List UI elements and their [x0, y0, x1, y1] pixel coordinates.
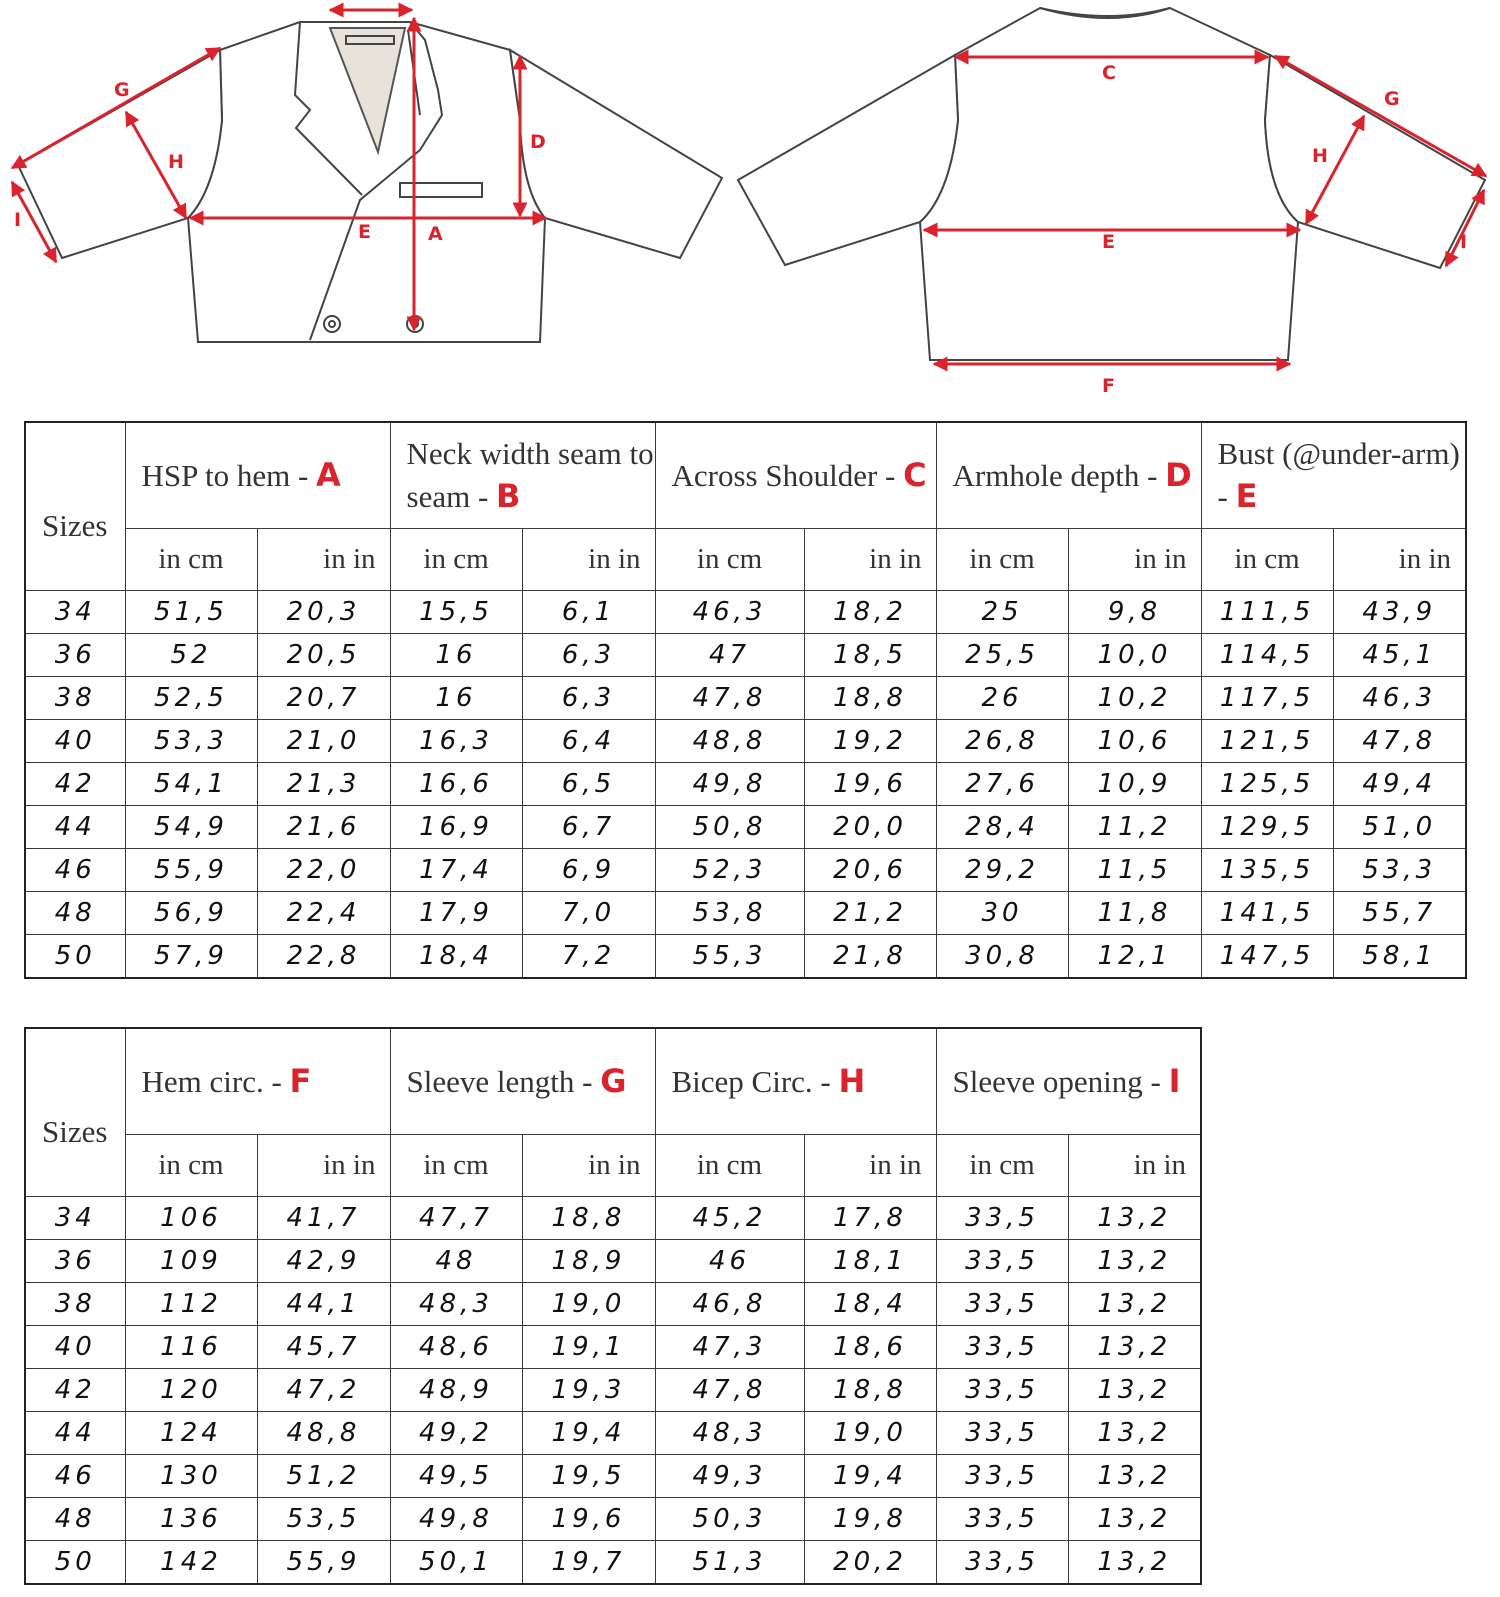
value-cell: 52 [125, 633, 257, 676]
value-cell: 112 [125, 1282, 257, 1325]
size-cell: 40 [25, 1325, 125, 1368]
table-row [25, 1411, 1201, 1454]
value-cell: 21,3 [257, 762, 390, 805]
value-cell: 12,1 [1068, 934, 1201, 978]
value-cell: 21,8 [804, 934, 936, 978]
table-row [25, 1497, 1201, 1540]
value-cell: 58,1 [1333, 934, 1466, 978]
value-cell: 6,5 [522, 762, 655, 805]
value-cell: 129,5 [1201, 805, 1333, 848]
table-row [25, 1325, 1201, 1368]
value-cell: 17,8 [804, 1196, 936, 1239]
unit-row [25, 528, 1466, 590]
back-label-h: H [1312, 145, 1328, 167]
value-cell: 55,9 [257, 1540, 390, 1584]
value-cell: 48,6 [390, 1325, 522, 1368]
value-cell: 7,2 [522, 934, 655, 978]
column-header-h: Bicep Circ. - H [655, 1028, 936, 1134]
value-cell: 53,3 [1333, 848, 1466, 891]
table-row [25, 762, 1466, 805]
value-cell: 142 [125, 1540, 257, 1584]
value-cell: 19,7 [522, 1540, 655, 1584]
value-cell: 16 [390, 676, 522, 719]
sizes-header: Sizes [25, 422, 125, 590]
value-cell: 48 [390, 1239, 522, 1282]
value-cell: 9,8 [1068, 590, 1201, 633]
value-cell: 25,5 [936, 633, 1068, 676]
size-cell: 44 [25, 1411, 125, 1454]
unit-in: in in [1068, 528, 1201, 590]
value-cell: 18,4 [390, 934, 522, 978]
value-cell: 13,2 [1068, 1282, 1201, 1325]
value-cell: 17,4 [390, 848, 522, 891]
value-cell: 29,2 [936, 848, 1068, 891]
value-cell: 13,2 [1068, 1540, 1201, 1584]
value-cell: 52,5 [125, 676, 257, 719]
value-cell: 13,2 [1068, 1497, 1201, 1540]
value-cell: 10,2 [1068, 676, 1201, 719]
table-row [25, 1239, 1201, 1282]
size-cell: 42 [25, 1368, 125, 1411]
value-cell: 13,2 [1068, 1325, 1201, 1368]
unit-cm: in cm [655, 528, 804, 590]
value-cell: 120 [125, 1368, 257, 1411]
table-row [25, 1368, 1201, 1411]
back-label-i: I [1460, 231, 1468, 253]
value-cell: 141,5 [1201, 891, 1333, 934]
column-header-c: Across Shoulder - C [655, 422, 936, 528]
size-cell: 34 [25, 1196, 125, 1239]
table-row [25, 719, 1466, 762]
value-cell: 117,5 [1201, 676, 1333, 719]
column-header-g: Sleeve length - G [390, 1028, 655, 1134]
value-cell: 33,5 [936, 1454, 1068, 1497]
table-row [25, 805, 1466, 848]
unit-in: in in [1333, 528, 1466, 590]
value-cell: 45,1 [1333, 633, 1466, 676]
size-cell: 42 [25, 762, 125, 805]
value-cell: 10,9 [1068, 762, 1201, 805]
value-cell: 54,1 [125, 762, 257, 805]
value-cell: 26,8 [936, 719, 1068, 762]
value-cell: 46,8 [655, 1282, 804, 1325]
value-cell: 19,0 [804, 1411, 936, 1454]
value-cell: 13,2 [1068, 1411, 1201, 1454]
value-cell: 13,2 [1068, 1239, 1201, 1282]
value-cell: 49,8 [655, 762, 804, 805]
value-cell: 20,6 [804, 848, 936, 891]
value-cell: 19,3 [522, 1368, 655, 1411]
table-row [25, 848, 1466, 891]
value-cell: 11,5 [1068, 848, 1201, 891]
value-cell: 21,6 [257, 805, 390, 848]
value-cell: 33,5 [936, 1239, 1068, 1282]
value-cell: 130 [125, 1454, 257, 1497]
value-cell: 17,9 [390, 891, 522, 934]
value-cell: 16,9 [390, 805, 522, 848]
value-cell: 48,9 [390, 1368, 522, 1411]
column-header-i: Sleeve opening - I [936, 1028, 1201, 1134]
unit-cm: in cm [390, 1134, 522, 1196]
back-label-f: F [1102, 375, 1115, 397]
back-label-g: G [1384, 88, 1400, 110]
value-cell: 114,5 [1201, 633, 1333, 676]
value-cell: 11,8 [1068, 891, 1201, 934]
value-cell: 19,4 [804, 1454, 936, 1497]
front-label-a: A [428, 223, 443, 245]
value-cell: 18,8 [522, 1196, 655, 1239]
table-row [25, 934, 1466, 978]
value-cell: 18,2 [804, 590, 936, 633]
size-cell: 36 [25, 633, 125, 676]
unit-in: in in [804, 1134, 936, 1196]
value-cell: 18,6 [804, 1325, 936, 1368]
value-cell: 22,8 [257, 934, 390, 978]
value-cell: 55,9 [125, 848, 257, 891]
back-label-e: E [1102, 231, 1115, 253]
value-cell: 48,8 [257, 1411, 390, 1454]
value-cell: 50,1 [390, 1540, 522, 1584]
value-cell: 49,5 [390, 1454, 522, 1497]
value-cell: 19,2 [804, 719, 936, 762]
value-cell: 27,6 [936, 762, 1068, 805]
column-header-a: HSP to hem - A [125, 422, 390, 528]
size-cell: 46 [25, 848, 125, 891]
front-label-e: E [358, 221, 371, 243]
unit-cm: in cm [655, 1134, 804, 1196]
value-cell: 55,3 [655, 934, 804, 978]
unit-in: in in [1068, 1134, 1201, 1196]
value-cell: 19,8 [804, 1497, 936, 1540]
value-cell: 6,3 [522, 676, 655, 719]
value-cell: 20,2 [804, 1540, 936, 1584]
size-cell: 48 [25, 891, 125, 934]
value-cell: 121,5 [1201, 719, 1333, 762]
column-header-b: Neck width seam to seam - B [390, 422, 655, 528]
value-cell: 21,2 [804, 891, 936, 934]
table-row [25, 633, 1466, 676]
value-cell: 135,5 [1201, 848, 1333, 891]
value-cell: 13,2 [1068, 1196, 1201, 1239]
value-cell: 49,3 [655, 1454, 804, 1497]
value-cell: 56,9 [125, 891, 257, 934]
value-cell: 6,9 [522, 848, 655, 891]
unit-cm: in cm [125, 528, 257, 590]
column-header-f: Hem circ. - F [125, 1028, 390, 1134]
size-cell: 36 [25, 1239, 125, 1282]
value-cell: 45,2 [655, 1196, 804, 1239]
value-cell: 18,9 [522, 1239, 655, 1282]
value-cell: 47,8 [1333, 719, 1466, 762]
value-cell: 125,5 [1201, 762, 1333, 805]
unit-cm: in cm [125, 1134, 257, 1196]
column-header-d: Armhole depth - D [936, 422, 1201, 528]
unit-in: in in [257, 1134, 390, 1196]
value-cell: 50,3 [655, 1497, 804, 1540]
value-cell: 48,3 [655, 1411, 804, 1454]
value-cell: 19,4 [522, 1411, 655, 1454]
value-cell: 47,7 [390, 1196, 522, 1239]
size-cell: 44 [25, 805, 125, 848]
value-cell: 51,0 [1333, 805, 1466, 848]
unit-cm: in cm [936, 1134, 1068, 1196]
value-cell: 57,9 [125, 934, 257, 978]
value-cell: 30 [936, 891, 1068, 934]
value-cell: 42,9 [257, 1239, 390, 1282]
unit-in: in in [522, 528, 655, 590]
value-cell: 52,3 [655, 848, 804, 891]
value-cell: 19,6 [522, 1497, 655, 1540]
unit-cm: in cm [390, 528, 522, 590]
value-cell: 19,1 [522, 1325, 655, 1368]
value-cell: 10,6 [1068, 719, 1201, 762]
value-cell: 48,8 [655, 719, 804, 762]
value-cell: 6,1 [522, 590, 655, 633]
unit-in: in in [257, 528, 390, 590]
value-cell: 13,2 [1068, 1368, 1201, 1411]
value-cell: 55,7 [1333, 891, 1466, 934]
value-cell: 53,8 [655, 891, 804, 934]
value-cell: 19,6 [804, 762, 936, 805]
value-cell: 20,0 [804, 805, 936, 848]
value-cell: 46 [655, 1239, 804, 1282]
value-cell: 47,8 [655, 1368, 804, 1411]
value-cell: 30,8 [936, 934, 1068, 978]
value-cell: 147,5 [1201, 934, 1333, 978]
size-table-2 [24, 1027, 1202, 1585]
value-cell: 124 [125, 1411, 257, 1454]
value-cell: 18,8 [804, 1368, 936, 1411]
value-cell: 116 [125, 1325, 257, 1368]
value-cell: 48,3 [390, 1282, 522, 1325]
front-label-i: I [14, 209, 22, 231]
size-table-1 [24, 421, 1467, 979]
table-row [25, 676, 1466, 719]
unit-in: in in [522, 1134, 655, 1196]
unit-cm: in cm [936, 528, 1068, 590]
value-cell: 11,2 [1068, 805, 1201, 848]
sizes-header: Sizes [25, 1028, 125, 1196]
table-row [25, 590, 1466, 633]
size-cell: 38 [25, 1282, 125, 1325]
table-row [25, 891, 1466, 934]
value-cell: 106 [125, 1196, 257, 1239]
value-cell: 6,3 [522, 633, 655, 676]
size-cell: 46 [25, 1454, 125, 1497]
unit-row [25, 1134, 1201, 1196]
value-cell: 49,8 [390, 1497, 522, 1540]
value-cell: 33,5 [936, 1325, 1068, 1368]
front-label-h: H [168, 151, 184, 173]
value-cell: 21,0 [257, 719, 390, 762]
value-cell: 51,2 [257, 1454, 390, 1497]
value-cell: 50,8 [655, 805, 804, 848]
column-header-e: Bust (@under-arm) - E [1201, 422, 1466, 528]
value-cell: 22,0 [257, 848, 390, 891]
value-cell: 19,5 [522, 1454, 655, 1497]
value-cell: 25 [936, 590, 1068, 633]
value-cell: 49,2 [390, 1411, 522, 1454]
size-cell: 50 [25, 1540, 125, 1584]
value-cell: 49,4 [1333, 762, 1466, 805]
value-cell: 111,5 [1201, 590, 1333, 633]
value-cell: 28,4 [936, 805, 1068, 848]
size-cell: 50 [25, 934, 125, 978]
value-cell: 18,8 [804, 676, 936, 719]
value-cell: 19,0 [522, 1282, 655, 1325]
value-cell: 53,5 [257, 1497, 390, 1540]
size-cell: 48 [25, 1497, 125, 1540]
table-row [25, 1540, 1201, 1584]
value-cell: 43,9 [1333, 590, 1466, 633]
value-cell: 18,4 [804, 1282, 936, 1325]
measurement-diagram [0, 0, 1500, 410]
value-cell: 33,5 [936, 1368, 1068, 1411]
value-cell: 33,5 [936, 1282, 1068, 1325]
back-label-c: C [1102, 62, 1116, 84]
value-cell: 46,3 [655, 590, 804, 633]
value-cell: 33,5 [936, 1497, 1068, 1540]
size-cell: 40 [25, 719, 125, 762]
table-row [25, 1454, 1201, 1497]
value-cell: 33,5 [936, 1411, 1068, 1454]
value-cell: 6,7 [522, 805, 655, 848]
value-cell: 18,5 [804, 633, 936, 676]
value-cell: 6,4 [522, 719, 655, 762]
value-cell: 16,3 [390, 719, 522, 762]
value-cell: 18,1 [804, 1239, 936, 1282]
value-cell: 20,5 [257, 633, 390, 676]
value-cell: 46,3 [1333, 676, 1466, 719]
unit-in: in in [804, 528, 936, 590]
value-cell: 33,5 [936, 1196, 1068, 1239]
value-cell: 47,2 [257, 1368, 390, 1411]
value-cell: 44,1 [257, 1282, 390, 1325]
unit-cm: in cm [1201, 528, 1333, 590]
value-cell: 51,5 [125, 590, 257, 633]
value-cell: 47 [655, 633, 804, 676]
value-cell: 13,2 [1068, 1454, 1201, 1497]
front-label-g: G [114, 79, 130, 101]
value-cell: 51,3 [655, 1540, 804, 1584]
value-cell: 7,0 [522, 891, 655, 934]
value-cell: 47,3 [655, 1325, 804, 1368]
value-cell: 16,6 [390, 762, 522, 805]
value-cell: 47,8 [655, 676, 804, 719]
value-cell: 109 [125, 1239, 257, 1282]
size-cell: 34 [25, 590, 125, 633]
value-cell: 20,7 [257, 676, 390, 719]
size-cell: 38 [25, 676, 125, 719]
table-row [25, 1282, 1201, 1325]
front-jacket-drawing [18, 22, 722, 342]
value-cell: 41,7 [257, 1196, 390, 1239]
value-cell: 10,0 [1068, 633, 1201, 676]
front-label-d: D [530, 131, 546, 153]
value-cell: 16 [390, 633, 522, 676]
value-cell: 136 [125, 1497, 257, 1540]
value-cell: 54,9 [125, 805, 257, 848]
value-cell: 20,3 [257, 590, 390, 633]
value-cell: 22,4 [257, 891, 390, 934]
back-jacket-drawing [738, 8, 1485, 360]
table-row [25, 1196, 1201, 1239]
value-cell: 26 [936, 676, 1068, 719]
value-cell: 53,3 [125, 719, 257, 762]
value-cell: 45,7 [257, 1325, 390, 1368]
value-cell: 33,5 [936, 1540, 1068, 1584]
value-cell: 15,5 [390, 590, 522, 633]
